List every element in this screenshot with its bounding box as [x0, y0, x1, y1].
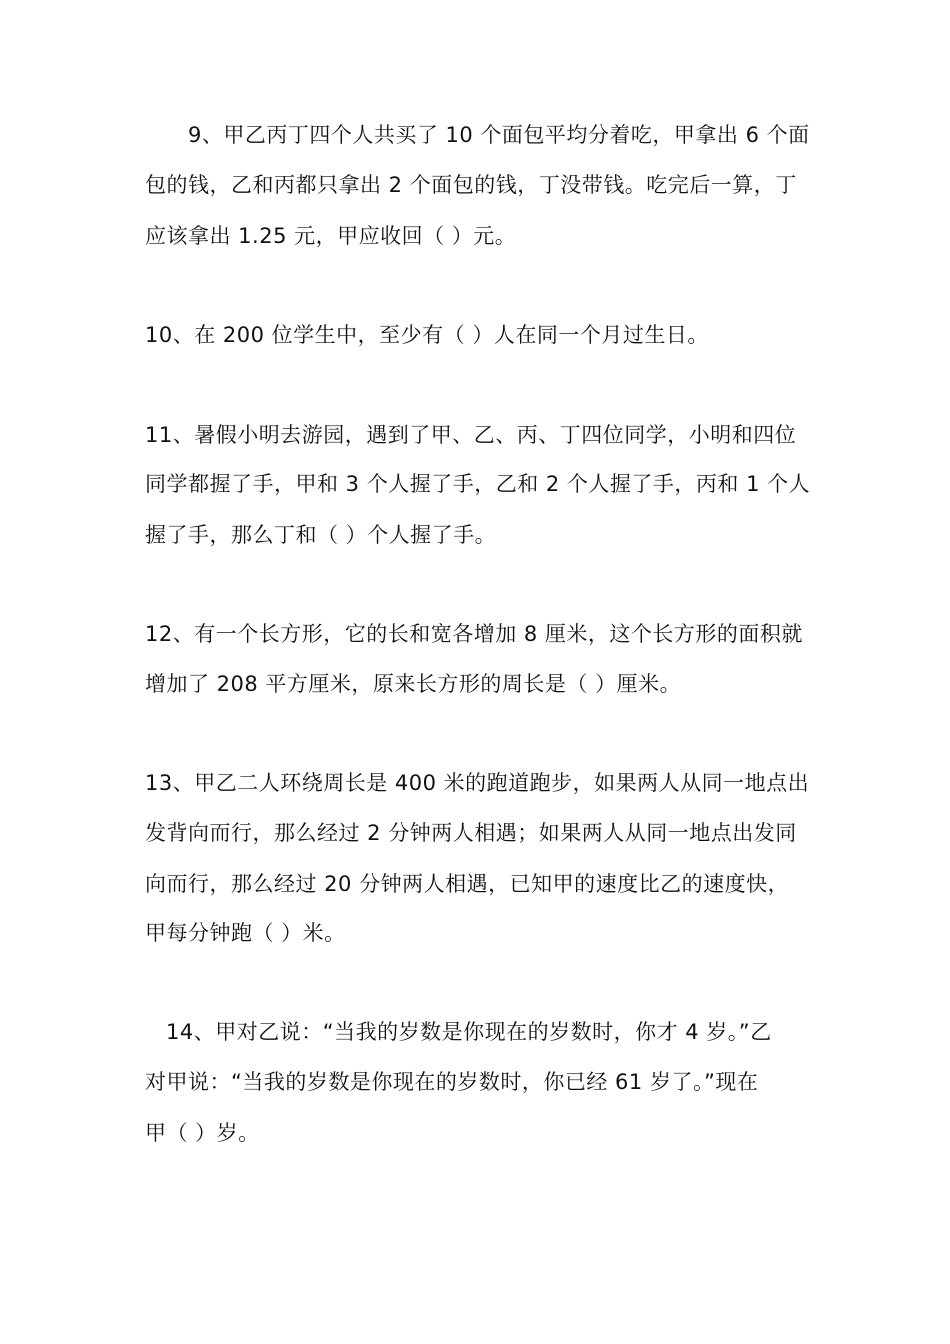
question-13-line-4: 甲每分钟跑（ ）米。 [145, 921, 346, 945]
question-14-line-2: 对甲说：“当我的岁数是你现在的岁数时，你已经 61 岁了。”现在 [145, 1070, 759, 1094]
question-9-line-2: 包的钱，乙和丙都只拿出 2 个面包的钱，丁没带钱。吃完后一算，丁 [145, 173, 797, 197]
question-14-line-1: 14、甲对乙说：“当我的岁数是你现在的岁数时，你才 4 岁。”乙 [166, 1020, 772, 1044]
question-13-line-3: 向而行，那么经过 20 分钟两人相遇，已知甲的速度比乙的速度快， [145, 872, 790, 896]
question-9-line-1: 9、甲乙丙丁四个人共买了 10 个面包平均分着吃，甲拿出 6 个面 [188, 123, 810, 147]
question-14-line-3: 甲（ ）岁。 [145, 1121, 260, 1145]
question-13-line-1: 13、甲乙二人环绕周长是 400 米的跑道跑步，如果两人从同一地点出 [145, 771, 810, 795]
question-12-line-1: 12、有一个长方形，它的长和宽各增加 8 厘米，这个长方形的面积就 [145, 622, 803, 646]
question-9-line-3: 应该拿出 1.25 元，甲应收回（ ）元。 [145, 224, 517, 248]
question-12-line-2: 增加了 208 平方厘米，原来长方形的周长是（ ）厘米。 [145, 672, 682, 696]
question-10-line-1: 10、在 200 位学生中，至少有（ ）人在同一个月过生日。 [145, 323, 709, 347]
question-11-line-2: 同学都握了手，甲和 3 个人握了手，乙和 2 个人握了手，丙和 1 个人 [145, 472, 811, 496]
question-11-line-1: 11、暑假小明去游园，遇到了甲、乙、丙、丁四位同学，小明和四位 [145, 423, 797, 447]
question-11-line-3: 握了手，那么丁和（ ）个人握了手。 [145, 523, 497, 547]
question-13-line-2: 发背向而行，那么经过 2 分钟两人相遇；如果两人从同一地点出发同 [145, 821, 797, 845]
